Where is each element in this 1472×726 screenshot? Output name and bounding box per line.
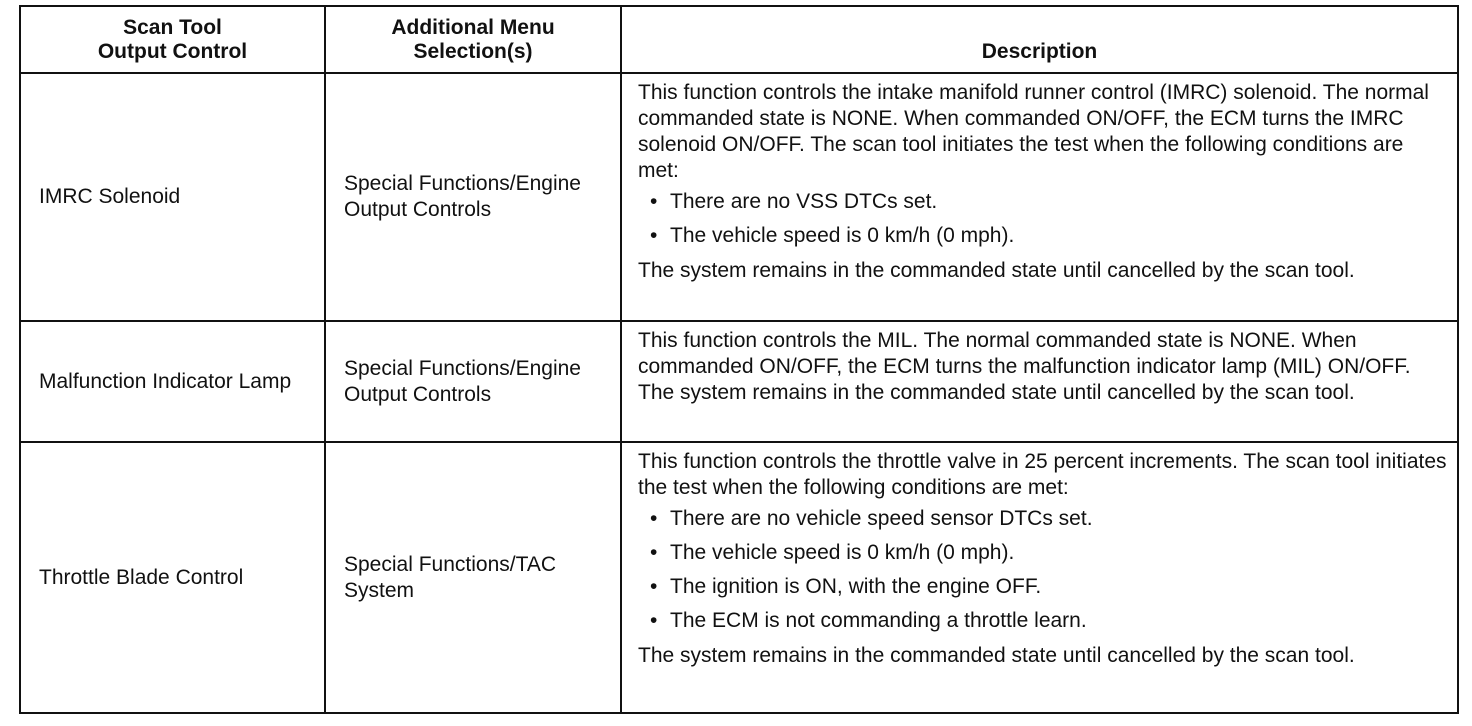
- condition-list: [638, 507, 1449, 633]
- condition-item: • The vehicle speed is 0 km/h (0 mph).: [670, 541, 1449, 565]
- description-cell: [621, 442, 1458, 713]
- description-intro: This function controls the MIL. The normal commanded state is NONE. When commanded ON/OFF, the ECM turns the malfunction indicator lamp (MIL) ON/OFF. The system remains in the commanded state until cancelled by the scan tool.: [638, 329, 1411, 404]
- table-row: [20, 321, 1458, 442]
- description-intro: This function controls the throttle valve in 25 percent increments. The scan tool initiates the test when the following conditions are met:: [638, 450, 1447, 499]
- table-row: [20, 442, 1458, 713]
- control-cell: Throttle Blade Control: [20, 442, 325, 713]
- condition-item: • There are no VSS DTCs set.: [670, 190, 1449, 214]
- table-row: [20, 73, 1458, 321]
- description-outro: The system remains in the commanded state until cancelled by the scan tool.: [638, 259, 1355, 282]
- control-cell: Malfunction Indicator Lamp: [20, 321, 325, 442]
- description-cell: [621, 321, 1458, 442]
- menu-cell: Special Functions/Engine Output Controls: [325, 73, 621, 321]
- header-scan-tool-output-control: [20, 6, 325, 73]
- menu-cell: Special Functions/TAC System: [325, 442, 621, 713]
- condition-item: • The vehicle speed is 0 km/h (0 mph).: [670, 224, 1449, 248]
- description-outro: The system remains in the commanded state until cancelled by the scan tool.: [638, 644, 1355, 667]
- control-cell: IMRC Solenoid: [20, 73, 325, 321]
- menu-cell: Special Functions/Engine Output Controls: [325, 321, 621, 442]
- condition-list: [638, 190, 1449, 248]
- header-line: Selection(s): [413, 40, 533, 63]
- header-line: Output Control: [97, 40, 248, 63]
- header-line: Description: [981, 40, 1098, 63]
- header-line: Additional Menu: [391, 16, 555, 39]
- header-additional-menu-selections: [325, 6, 621, 73]
- condition-item: • There are no vehicle speed sensor DTCs set.: [670, 507, 1449, 531]
- condition-item: • The ignition is ON, with the engine OFF.: [670, 575, 1449, 599]
- condition-item: • The ECM is not commanding a throttle learn.: [670, 609, 1449, 633]
- header-row: [20, 6, 1458, 73]
- header-description: [621, 6, 1458, 73]
- description-intro: This function controls the intake manifold runner control (IMRC) solenoid. The normal commanded state is NONE. When commanded ON/OFF, the ECM turns the IMRC solenoid ON/OFF. The scan tool initiates the test when the following conditions are met:: [638, 81, 1429, 182]
- header-line: Scan Tool: [123, 16, 222, 39]
- scan-tool-output-controls-table: [19, 5, 1459, 714]
- description-cell: [621, 73, 1458, 321]
